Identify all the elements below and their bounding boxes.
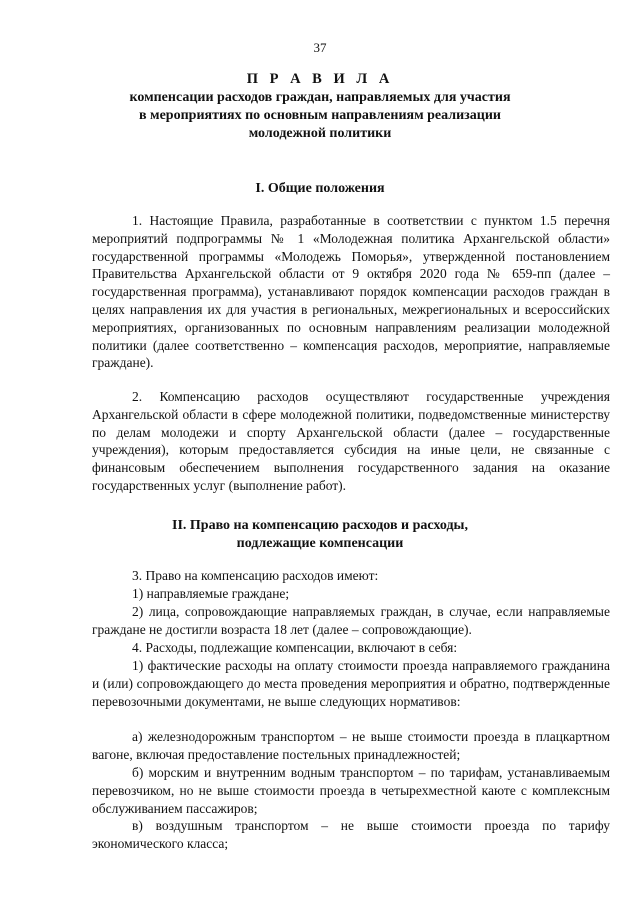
paragraph-4-item-1: 1) фактические расходы на оплату стоимости проезда направляемого гражданина и (или) сопровождающего до места проведения мероприятия и обратно, подтвержденные перевозочными документами, не выше следующих нормативов:	[92, 658, 610, 709]
title-line-1: компенсации расходов граждан, направляемых для участия	[129, 90, 511, 105]
paragraph-4: 4. Расходы, подлежащие компенсации, включают в себя:	[132, 640, 458, 655]
paragraph-3-item-2: 2) лица, сопровождающие направляемых граждан, в случае, если направляемые граждане не достигли возраста 18 лет (далее – сопровождающие).	[92, 604, 610, 637]
section-heading-2-line-2: подлежащие компенсации	[236, 536, 404, 551]
section-heading-1	[0, 180, 640, 198]
paragraph-3: 3. Право на компенсацию расходов имеют:	[132, 568, 379, 583]
paragraph-4-item-1-a: а) железнодорожным транспортом – не выше стоимости проезда в плацкартном вагоне, включая предоставление постельных принадлежностей;	[92, 729, 610, 762]
section-heading-2-line-1: II. Право на компенсацию расходов и расходы,	[172, 518, 468, 533]
paragraph-4-item-1-b: б) морским и внутренним водным транспортом – по тарифам, устанавливаемым перевозчиком, но не выше стоимости проезда в четырехместной каюте с комплексным обслуживанием пассажиров;	[92, 765, 610, 816]
document-title	[0, 70, 640, 143]
section-heading-1-line-1: I. Общие положения	[255, 181, 385, 196]
title-main: П Р А В И Л А	[246, 71, 394, 87]
title-line-3: молодежной политики	[248, 126, 392, 141]
paragraph-4-item-1-c: в) воздушным транспортом – не выше стоимости проезда по тарифу экономического класса;	[92, 818, 610, 851]
page-number: 37	[313, 40, 327, 55]
paragraph-2: 2. Компенсацию расходов осуществляют государственные учреждения Архангельской области в сфере молодежной политики, подведомственные министерству по делам молодежи и спорту Архангельской области (далее – государственные учреждения), которым предоставляется субсидия на иные цели, не связанные с финансовым обеспечением выполнения государственного задания на оказание государственных услуг (выполнение работ).	[92, 389, 610, 493]
paragraph-1: 1. Настоящие Правила, разработанные в соответствии с пунктом 1.5 перечня мероприятий подпрограммы № 1 «Молодежная политика Архангельской области» государственной программы «Молодежь Поморья», утвержденной постановлением Правительства Архангельской области от 9 октября 2020 года № 659-пп (далее – государственная программа), устанавливают порядок компенсации расходов граждан в целях направления их для участия в региональных, межрегиональных и всероссийских мероприятиях, организованных по основным направлениям реализации молодежной политики (далее соответственно – компенсация расходов, мероприятие, направляемые граждане).	[92, 213, 610, 371]
title-line-2: в мероприятиях по основным направлениям реализации	[139, 108, 501, 123]
paragraph-3-item-1: 1) направляемые граждане;	[132, 586, 290, 601]
section-heading-2	[0, 517, 640, 553]
